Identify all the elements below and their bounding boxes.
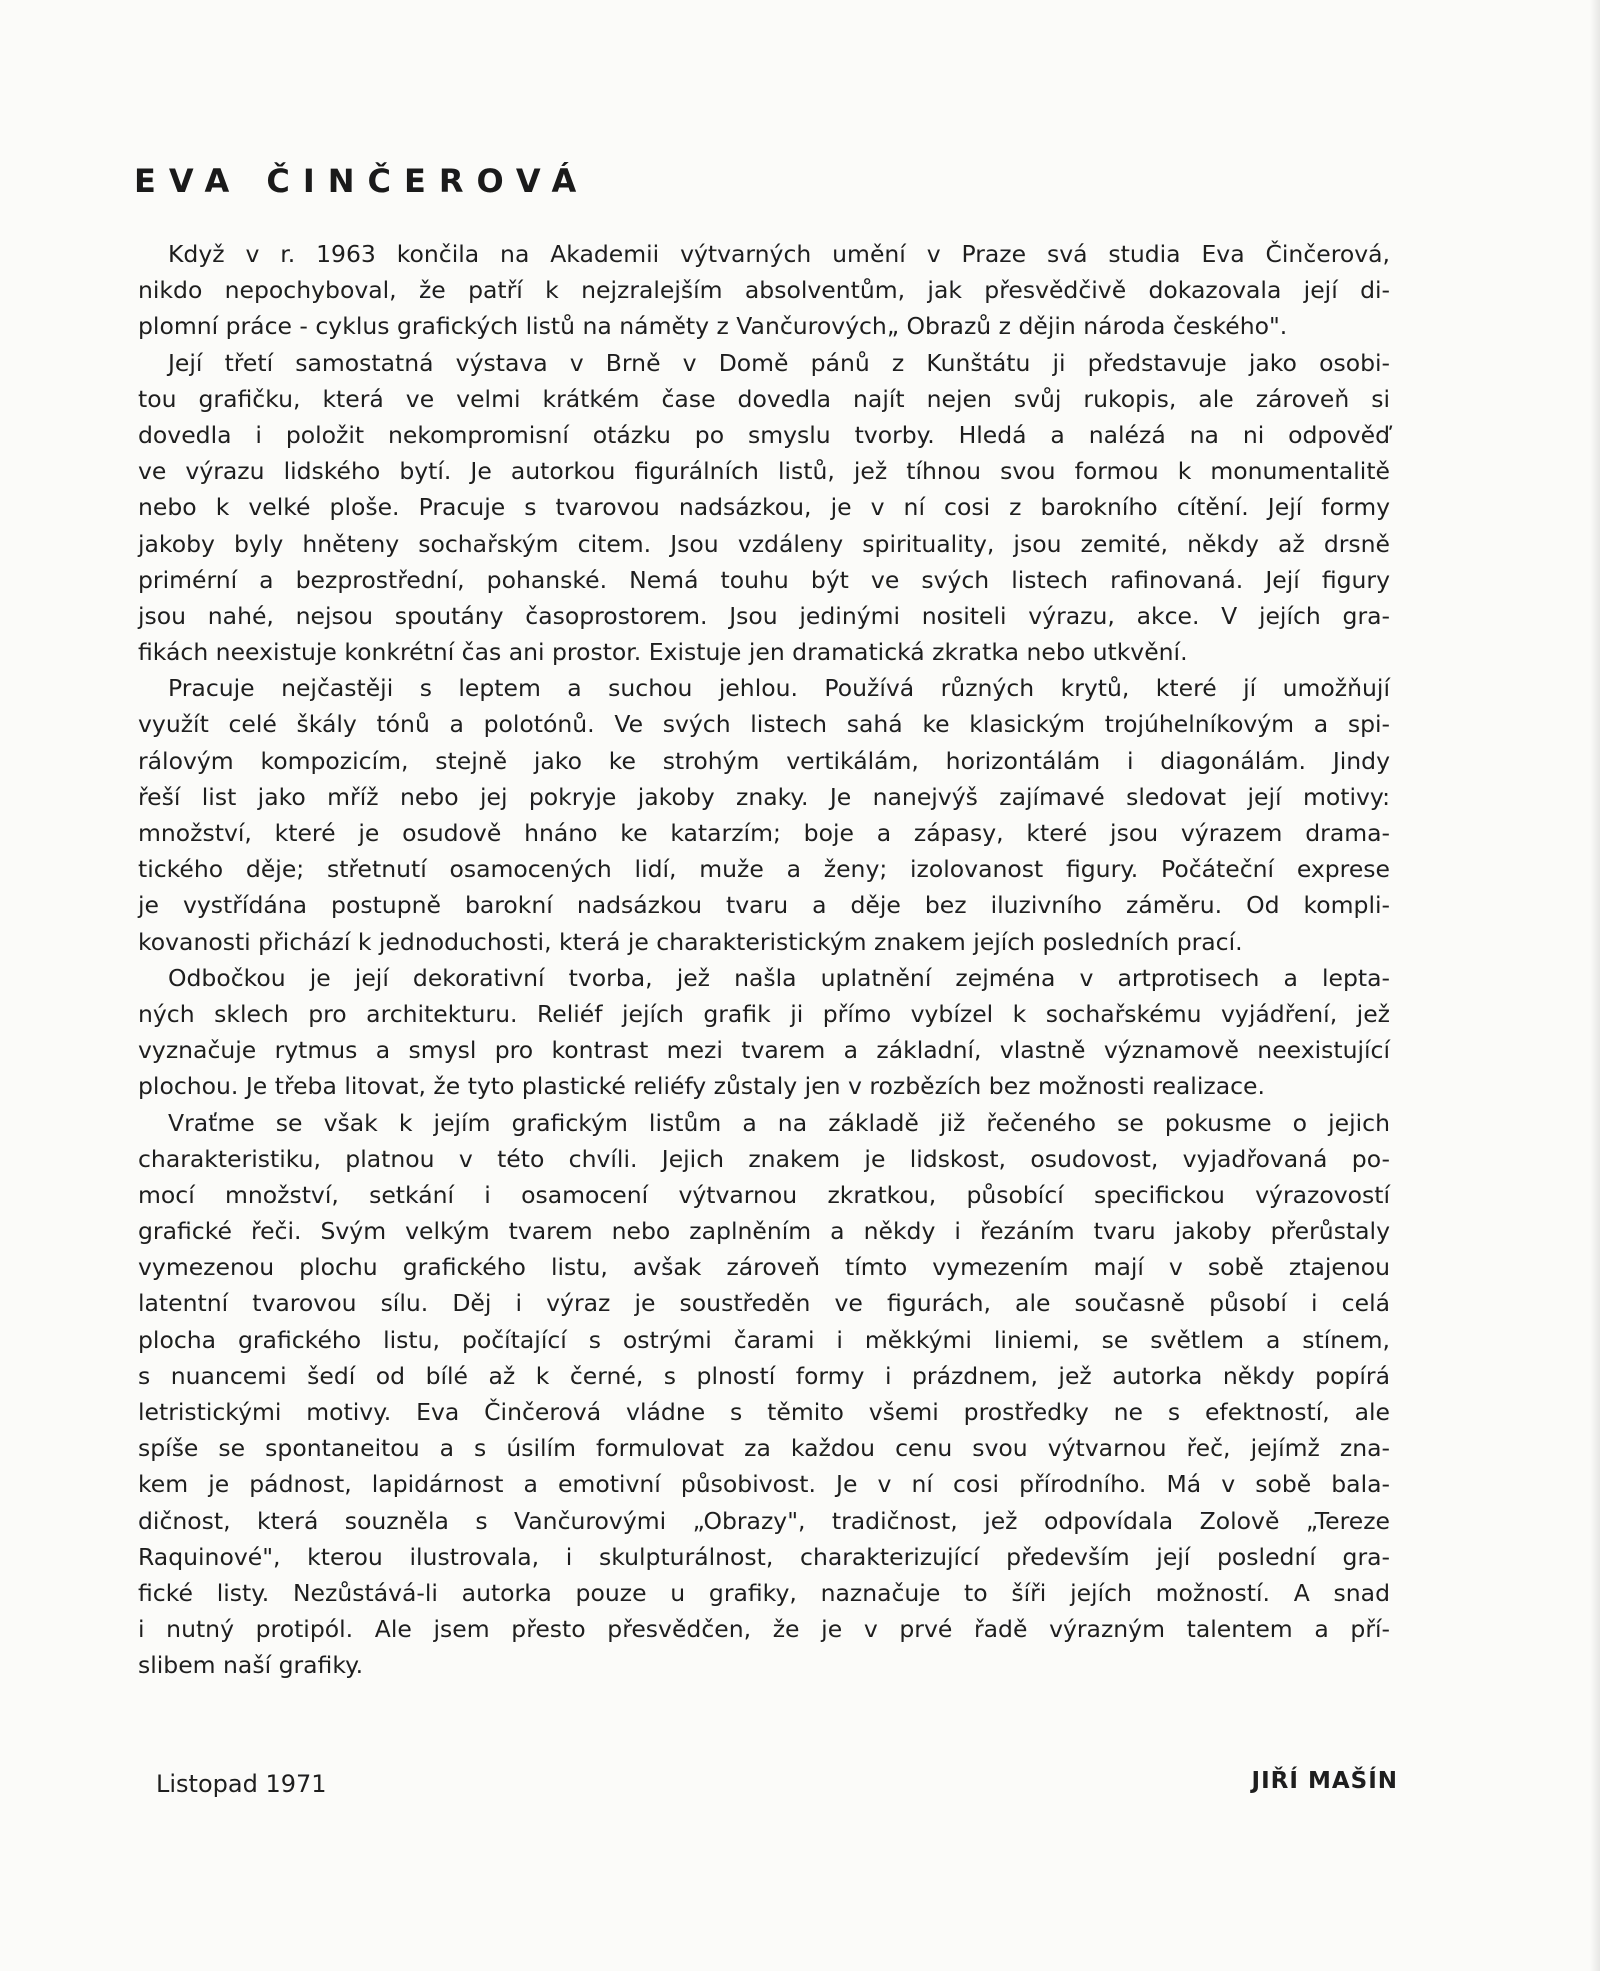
text-line: Když v r. 1963 končila na Akademii výtvarných umění v Praze svá studia Eva Činčerová, bbox=[168, 240, 1390, 268]
paragraph bbox=[138, 960, 1390, 1105]
text-line: kem je pádnost, lapidárnost a emotivní působivost. Je v ní cosi přírodního. Má v sobě bala- bbox=[138, 1470, 1390, 1499]
text-line: jsou nahé, nejsou spoutány časoprostorem. Jsou jedinými nositeli výrazu, akce. V jejích gra- bbox=[138, 601, 1390, 630]
text-line: plochou. Je třeba litovat, že tyto plastické reliéfy zůstaly jen v rozbězích bez možnosti realizace. bbox=[138, 1072, 1265, 1101]
page-edge-shadow bbox=[1590, 0, 1600, 1971]
document-title: EVA ČINČEROVÁ bbox=[134, 162, 590, 200]
text-line: fické listy. Nezůstává-li autorka pouze u grafiky, naznačuje to šíři jejích možností. A snad bbox=[138, 1578, 1390, 1607]
text-line: primérní a bezprostřední, pohanské. Nemá touhu být ve svých listech rafinovaná. Její figury bbox=[138, 565, 1390, 594]
text-line: Pracuje nejčastěji s leptem a suchou jehlou. Používá různých krytů, které jí umožňují bbox=[168, 674, 1390, 703]
text-line: plocha grafického listu, počítající s ostrými čarami i měkkými liniemi, se světlem a stínem, bbox=[138, 1325, 1390, 1354]
text-line: rálovým kompozicím, stejně jako ke strohým vertikálám, horizontálám i diagonálám. Jindy bbox=[138, 746, 1390, 775]
text-line: využít celé škály tónů a polotónů. Ve svých listech sahá ke klasickým trojúhelníkovým a spi- bbox=[138, 710, 1390, 739]
text-line: tického děje; střetnutí osamocených lidí, muže a ženy; izolovanost figury. Počáteční exprese bbox=[138, 855, 1390, 884]
text-line: plomní práce - cyklus grafických listů na náměty z Vančurových„ Obrazů z dějin národa českého". bbox=[138, 312, 1288, 341]
text-line: Vraťme se však k jejím grafickým listům a na základě již řečeného se pokusme o jejich bbox=[168, 1108, 1390, 1137]
paragraph bbox=[138, 236, 1390, 345]
text-line: i nutný protipól. Ale jsem přesto přesvědčen, že je v prvé řadě výrazným talentem a pří- bbox=[138, 1615, 1390, 1644]
text-line: vyznačuje rytmus a smysl pro kontrast mezi tvarem a základní, vlastně významově neexistující bbox=[138, 1036, 1390, 1065]
text-line: kovanosti přichází k jednoduchosti, která je charakteristickým znakem jejích posledních prací. bbox=[138, 927, 1243, 956]
text-line: dičnost, která souzněla s Vančurovými „Obrazy", tradičnost, jež odpovídala Zolově „Tereze bbox=[138, 1506, 1390, 1535]
text-line: charakteristiku, platnou v této chvíli. Jejich znakem je lidskost, osudovost, vyjadřovaná po- bbox=[138, 1144, 1390, 1173]
paragraph bbox=[138, 670, 1390, 960]
article-body bbox=[138, 236, 1390, 1684]
text-line: ve výrazu lidského bytí. Je autorkou figurálních listů, jež tíhnou svou formou k monumentalitě bbox=[138, 457, 1390, 486]
text-line: latentní tvarovou sílu. Děj i výraz je soustředěn ve figurách, ale současně působí i celá bbox=[138, 1289, 1390, 1318]
text-line: jakoby byly hněteny sochařským citem. Jsou vzdáleny spirituality, jsou zemité, někdy až drsně bbox=[138, 529, 1390, 558]
text-line: Odbočkou je její dekorativní tvorba, jež našla uplatnění zejména v artprotisech a lepta- bbox=[168, 963, 1390, 992]
text-line: řeší list jako mříž nebo jej pokryje jakoby znaky. Je nanejvýš zajímavé sledovat její motivy: bbox=[138, 782, 1390, 811]
paragraph bbox=[138, 1105, 1390, 1684]
text-line: vymezenou plochu grafického listu, avšak zároveň tímto vymezením mají v sobě ztajenou bbox=[138, 1253, 1390, 1282]
paragraph bbox=[138, 345, 1390, 671]
text-line: množství, které je osudově hnáno ke katarzím; boje a zápasy, které jsou výrazem drama- bbox=[138, 819, 1390, 847]
text-line: Její třetí samostatná výstava v Brně v Domě pánů z Kunštátu ji představuje jako osobi- bbox=[168, 348, 1390, 377]
signature-date: Listopad 1971 bbox=[156, 1770, 327, 1798]
text-line: tou grafičku, která ve velmi krátkém čase dovedla najít nejen svůj rukopis, ale zároveň si bbox=[138, 384, 1390, 413]
text-line: Raquinové", kterou ilustrovala, i skulpturálnost, charakterizující především její poslední gra- bbox=[138, 1542, 1390, 1571]
text-line: s nuancemi šedí od bílé až k černé, s plností formy i prázdnem, jež autorka někdy popírá bbox=[138, 1361, 1390, 1390]
text-line: grafické řeči. Svým velkým tvarem nebo zaplněním a někdy i řezáním tvaru jakoby přerůstaly bbox=[138, 1217, 1390, 1246]
text-line: letristickými motivy. Eva Činčerová vládne s těmito všemi prostředky ne s efektností, ale bbox=[138, 1398, 1390, 1426]
signature-author: JIŘÍ MAŠÍN bbox=[1251, 1768, 1398, 1794]
text-line: ných sklech pro architekturu. Reliéf jejích grafik ji přímo vybízel k sochařskému vyjádření, jež bbox=[138, 999, 1390, 1028]
text-line: fikách neexistuje konkrétní čas ani prostor. Existuje jen dramatická zkratka nebo utkvění. bbox=[138, 638, 1188, 667]
text-line: dovedla i položit nekompromisní otázku po smyslu tvorby. Hledá a nalézá na ni odpověď bbox=[138, 420, 1390, 449]
text-line: nebo k velké ploše. Pracuje s tvarovou nadsázkou, je v ní cosi z barokního cítění. Její formy bbox=[138, 493, 1390, 522]
text-line: slibem naší grafiky. bbox=[138, 1651, 364, 1680]
text-line: nikdo nepochyboval, že patří k nejzralejším absolventům, jak přesvědčivě dokazovala její di- bbox=[138, 276, 1390, 305]
text-line: je vystřídána postupně barokní nadsázkou tvaru a děje bez iluzivního záměru. Od kompli- bbox=[138, 891, 1390, 920]
text-line: mocí množství, setkání i osamocení výtvarnou zkratkou, působící specifickou výrazovostí bbox=[138, 1180, 1390, 1209]
text-line: spíše se spontaneitou a s úsilím formulovat za každou cenu svou výtvarnou řeč, jejímž zna- bbox=[138, 1434, 1390, 1463]
